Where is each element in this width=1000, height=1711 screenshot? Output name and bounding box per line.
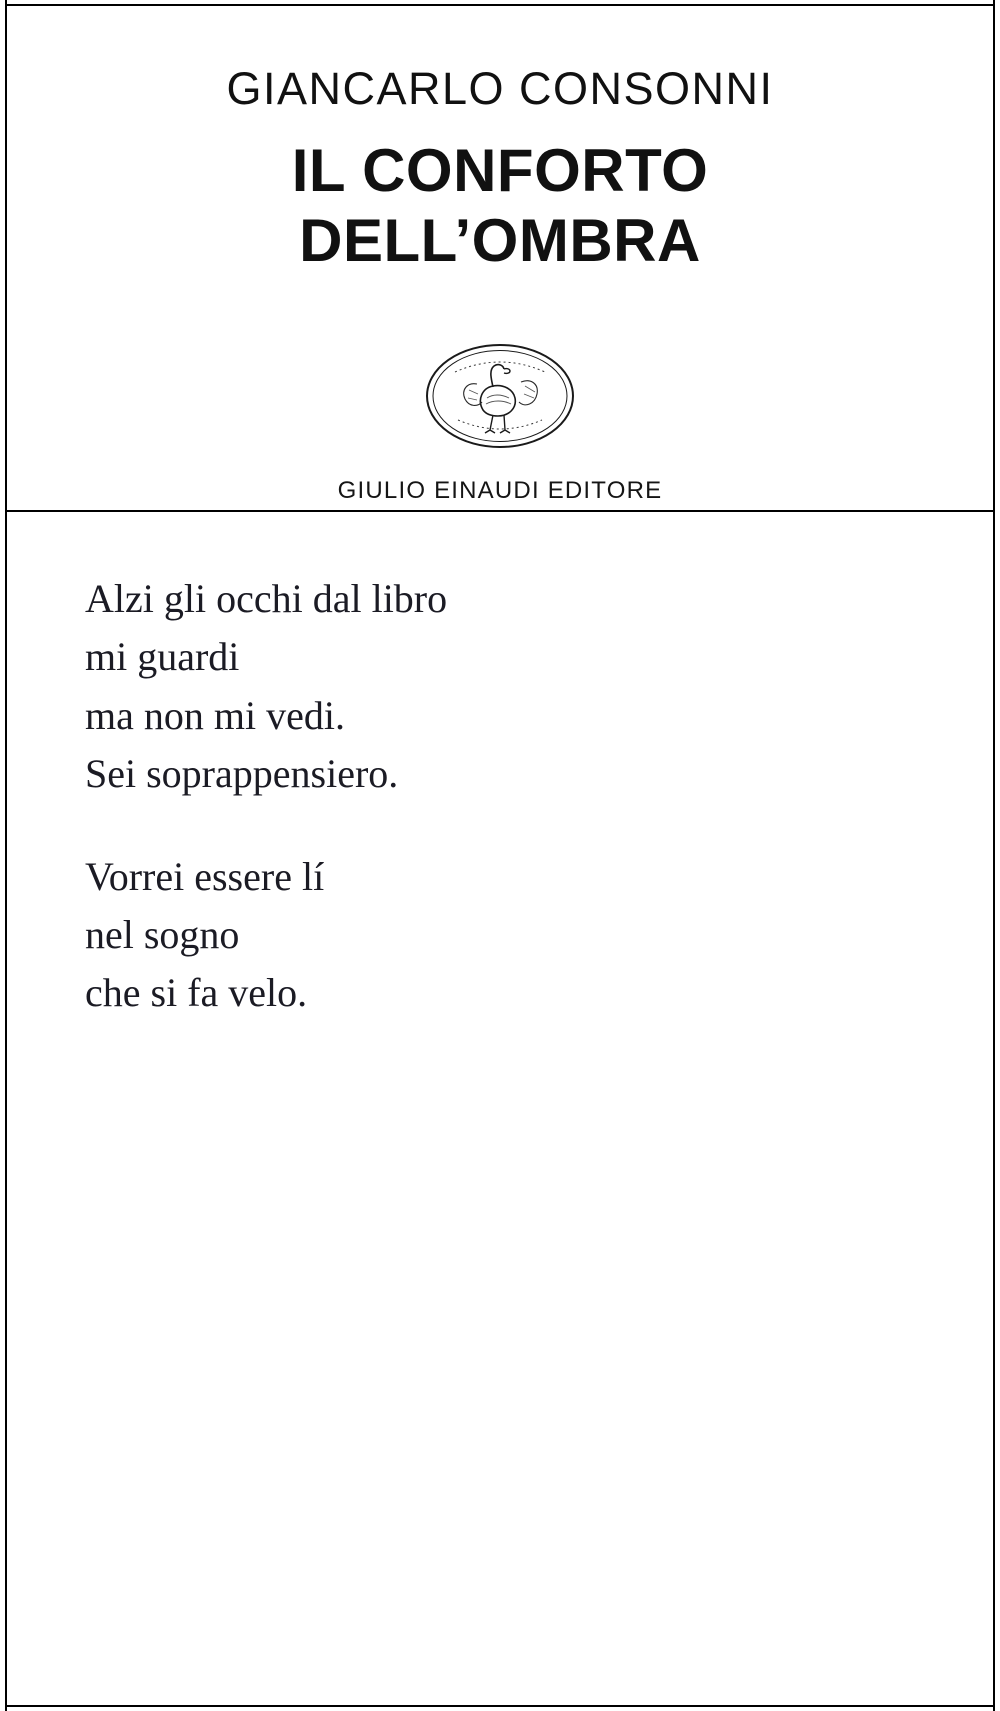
poem-stanza xyxy=(85,848,940,1023)
poem-line: che si fa velo. xyxy=(85,970,308,1016)
poem-body xyxy=(85,570,940,1023)
poem-line: nel sogno xyxy=(85,911,240,957)
poem-line: ma non mi vedi. xyxy=(85,692,345,738)
poem-stanza xyxy=(85,570,940,804)
page-border-bottom xyxy=(5,1705,995,1707)
poem-line: Alzi gli occhi dal libro xyxy=(85,576,448,621)
author-name: GIANCARLO CONSONNI xyxy=(226,63,774,114)
page-border-right xyxy=(993,0,995,1711)
einaudi-ostrich-logo-icon xyxy=(425,342,575,450)
book-title-line-1: IL CONFORTO xyxy=(291,136,709,204)
book-cover-panel xyxy=(7,6,993,510)
poem-line: Vorrei essere lí xyxy=(85,853,325,899)
publisher-name: GIULIO EINAUDI EDITORE xyxy=(337,477,663,505)
book-title-line-2: DELL’OMBRA xyxy=(299,207,701,275)
publisher-logo-wrap xyxy=(7,341,993,451)
poem-line: Sei soprappensiero. xyxy=(85,751,399,797)
cover-poem-divider xyxy=(5,510,995,512)
poem-line: mi guardi xyxy=(85,634,240,680)
book-title xyxy=(7,136,993,278)
